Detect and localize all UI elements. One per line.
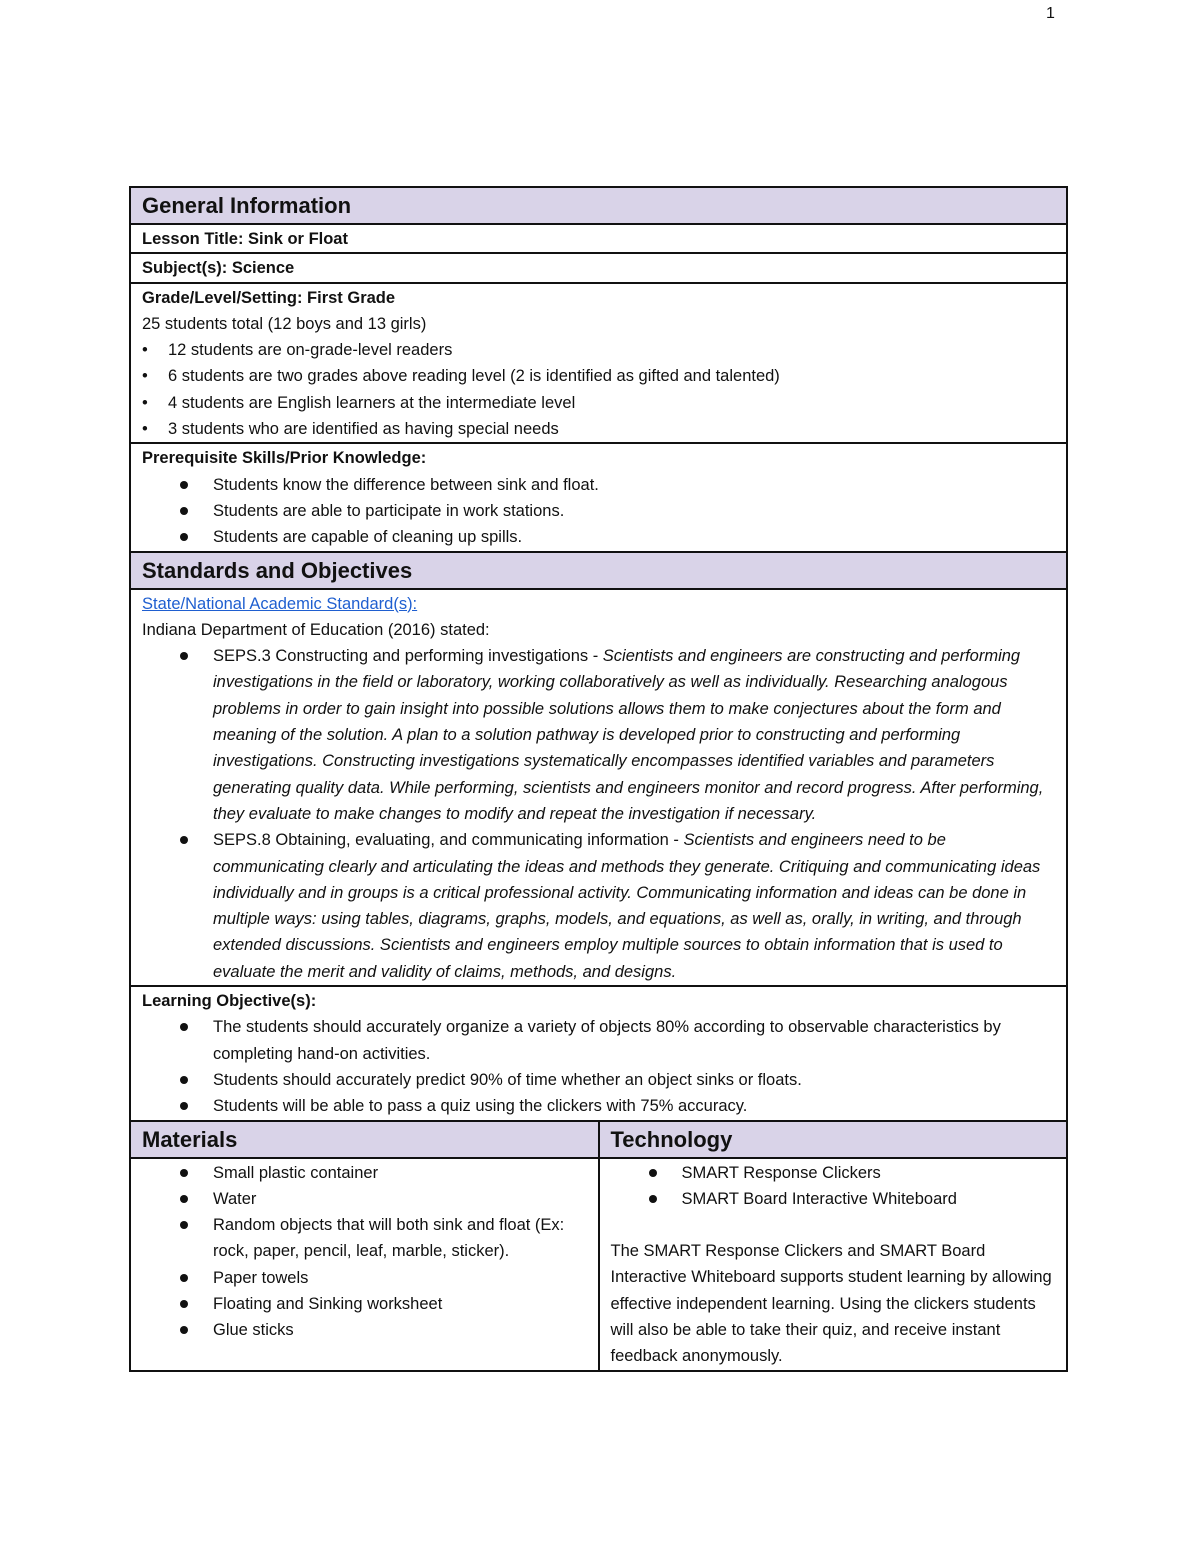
list-item: Students are capable of cleaning up spills. — [142, 524, 1056, 550]
list-item: Water — [142, 1186, 588, 1212]
objectives-cell — [130, 986, 1067, 1120]
list-item: • 6 students are two grades above reading level (2 is identified as gifted and talented) — [142, 363, 1056, 389]
materials-cell — [130, 1158, 599, 1371]
materials-header: Materials — [130, 1121, 599, 1158]
list-item: Floating and Sinking worksheet — [142, 1291, 588, 1317]
prerequisite-list — [142, 472, 1056, 551]
list-item: The students should accurately organize a variety of objects 80% according to observable characteristics by completing hand-on activities. — [142, 1014, 1056, 1067]
subjects: Subject(s): Science — [130, 253, 1067, 282]
technology-header: Technology — [599, 1121, 1068, 1158]
standard-description: Scientists and engineers are constructing and performing investigations in the field or laboratory, working collaboratively as well as individually. Researching analogous problems in order to gain insight into possible solutions allows them to make conjectures about the form and meaning of the solution. A plan to a solution pathway is developed prior to constructing and performing investigations. Constructing investigations systematically encompasses identified variables and parameters generating quality data. While performing, scientists and engineers monitor and record progress. After performing, they evaluate to make changes to modify and repeat the investigation if necessary. — [213, 647, 1044, 823]
standard-item — [142, 827, 1056, 985]
standards-header: Standards and Objectives — [130, 552, 1067, 589]
list-item: • 3 students who are identified as having special needs — [142, 416, 1056, 442]
standards-source: Indiana Department of Education (2016) stated: — [142, 620, 490, 639]
list-item: Small plastic container — [142, 1160, 588, 1186]
technology-description: The SMART Response Clickers and SMART Board Interactive Whiteboard supports student learning by allowing effective independent learning. Using the clickers students will also be able to take their quiz, and receive instant feedback anonymously. — [610, 1242, 1052, 1366]
standards-list — [142, 643, 1056, 985]
student-list — [142, 337, 1056, 442]
list-item: SMART Board Interactive Whiteboard — [611, 1186, 1057, 1212]
objectives-list — [142, 1014, 1056, 1119]
lesson-plan-table — [129, 186, 1068, 1372]
standard-title: SEPS.3 Constructing and performing investigations - — [213, 647, 603, 666]
list-item: Students are able to participate in work stations. — [142, 498, 1056, 524]
general-information-header: General Information — [130, 187, 1067, 224]
list-item: Paper towels — [142, 1265, 588, 1291]
list-item: • 12 students are on-grade-level readers — [142, 337, 1056, 363]
list-item: Students know the difference between sink and float. — [142, 472, 1056, 498]
standard-item — [142, 643, 1056, 827]
page-number: 1 — [1046, 5, 1055, 22]
lesson-title: Lesson Title: Sink or Float — [130, 224, 1067, 253]
list-item: Glue sticks — [142, 1317, 588, 1343]
list-item: Random objects that will both sink and float (Ex: rock, paper, pencil, leaf, marble, sticker). — [142, 1212, 588, 1265]
list-item: Students will be able to pass a quiz using the clickers with 75% accuracy. — [142, 1093, 1056, 1119]
list-item: • 4 students are English learners at the intermediate level — [142, 390, 1056, 416]
prerequisite-label: Prerequisite Skills/Prior Knowledge: — [142, 449, 427, 468]
standard-title: SEPS.8 Obtaining, evaluating, and communicating information - — [213, 831, 684, 850]
grade-level-label: Grade/Level/Setting: First Grade — [142, 288, 396, 307]
materials-list — [142, 1160, 588, 1344]
list-item: SMART Response Clickers — [611, 1160, 1057, 1186]
list-item: Students should accurately predict 90% of time whether an object sinks or floats. — [142, 1067, 1056, 1093]
standard-description: Scientists and engineers need to be communicating clearly and articulating the ideas and methods they generate. Critiquing and communicating ideas individually and in groups is a critical professional activity. Communicating information and ideas can be done in multiple ways: using tables, diagrams, graphs, models, and equations, as well as, orally, in writing, and through extended discussions. Scientists and engineers employ multiple sources to obtain information that is used to evaluate the merit and validity of claims, methods, and designs. — [213, 831, 1041, 981]
students-total: 25 students total (12 boys and 13 girls) — [142, 314, 427, 333]
objectives-label: Learning Objective(s): — [142, 992, 317, 1011]
standards-cell — [130, 589, 1067, 986]
prerequisite-cell — [130, 443, 1067, 551]
technology-cell — [599, 1158, 1068, 1371]
technology-list — [611, 1160, 1057, 1213]
standards-link[interactable]: State/National Academic Standard(s): — [142, 594, 418, 613]
grade-level-cell — [130, 283, 1067, 444]
